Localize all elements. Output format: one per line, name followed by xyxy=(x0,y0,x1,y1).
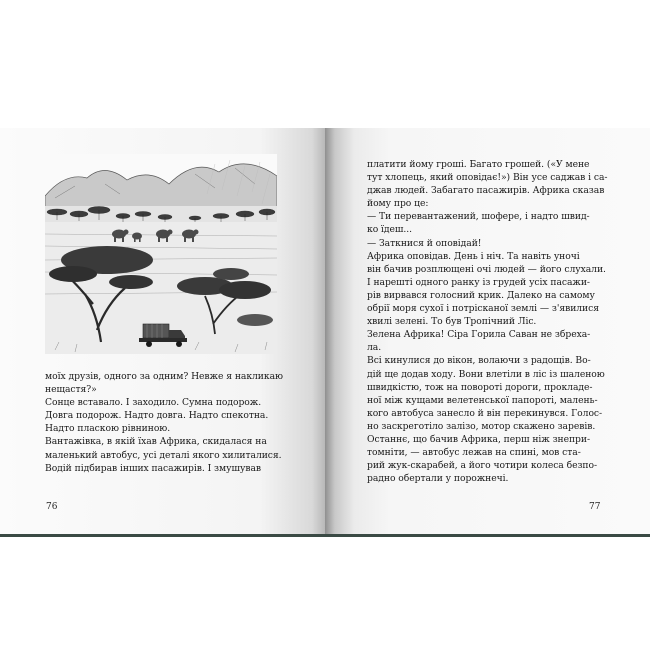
text-line: Всі кинулися до вікон, волаючи з радощів. Во- xyxy=(367,355,591,367)
text-line: Африка оповідав. День і ніч. Та навіть уночі xyxy=(367,250,580,262)
text-line: тут хлопець, який оповідає!») Він усе саджав і са- xyxy=(367,172,608,184)
text-line: кого автобуса занесло й він перекинувся. Голос- xyxy=(367,407,603,419)
text-line: дій ще додав ходу. Вони влетіли в ліс із шаленою xyxy=(367,368,605,380)
text-line: рий жук-скарабей, а його чотири колеса безпо- xyxy=(367,460,598,472)
text-line: моїх друзів, одного за одним? Невже я накликаю xyxy=(45,371,283,382)
text-line: радно обертали у порожнечі. xyxy=(367,473,509,485)
text-line: обрії моря сухої і потрісканої землі — з'явилися xyxy=(367,303,599,315)
text-line: Останнє, що бачив Африка, перш ніж знепри- xyxy=(367,433,591,445)
text-line: Надто пласкою рівниною. xyxy=(45,423,171,435)
right-page xyxy=(325,128,650,536)
text-line: Водій підбирав інших пасажирів. І змушував xyxy=(45,462,261,474)
book-spread xyxy=(0,128,650,536)
text-line: йому про це: xyxy=(367,198,429,210)
left-page xyxy=(0,128,325,536)
text-line: — Заткнися й оповідай! xyxy=(367,237,482,249)
savanna-illustration xyxy=(45,154,277,354)
right-page-text xyxy=(367,158,608,485)
text-line: рів вирвався голосний крик. Далеко на самому xyxy=(367,289,595,301)
text-line: ної між кущами велетенської папороті, малень- xyxy=(367,394,598,406)
text-line: платити йому гроші. Багато грошей. («У мене xyxy=(367,159,590,170)
page-number: 76 xyxy=(46,502,58,512)
text-line: він бачив розплющені очі людей — його слухали. xyxy=(367,263,606,275)
text-line: но заскреготіло залізо, мотор скажено заревів. xyxy=(367,420,596,432)
text-line: ла. xyxy=(367,342,382,354)
text-line: Зелена Африка! Сіра Горила Саван не збреха- xyxy=(367,329,591,341)
left-page-text xyxy=(45,370,283,475)
book-bottom-edge xyxy=(0,534,650,537)
text-line: Сонце вставало. І заходило. Сумна подорож. xyxy=(45,397,262,409)
text-line: І нарешті одного ранку із грудей усіх пасажи- xyxy=(367,276,590,288)
text-line: ко їдеш... xyxy=(367,224,413,236)
text-line: хвилі зелені. То був Тропічний Ліс. xyxy=(367,316,537,328)
text-line: джав людей. Забагато пасажирів. Африка сказав xyxy=(367,185,605,197)
text-line: томніти, — автобус лежав на спині, мов ста- xyxy=(367,447,581,459)
text-line: — Ти перевантажений, шоферe, і надто швид- xyxy=(367,211,590,223)
page-number: 77 xyxy=(589,502,601,512)
text-line: нещастя?» xyxy=(45,384,97,396)
text-line: Довга подорож. Надто довга. Надто спекотна. xyxy=(45,410,269,422)
text-line: Вантажівка, в якій їхав Африка, скидалася на xyxy=(45,436,267,448)
text-line: швидкістю, тож на повороті дороги, прокладе- xyxy=(367,381,593,393)
text-line: маленький автобус, усі деталі якого хилиталися. xyxy=(45,449,282,461)
